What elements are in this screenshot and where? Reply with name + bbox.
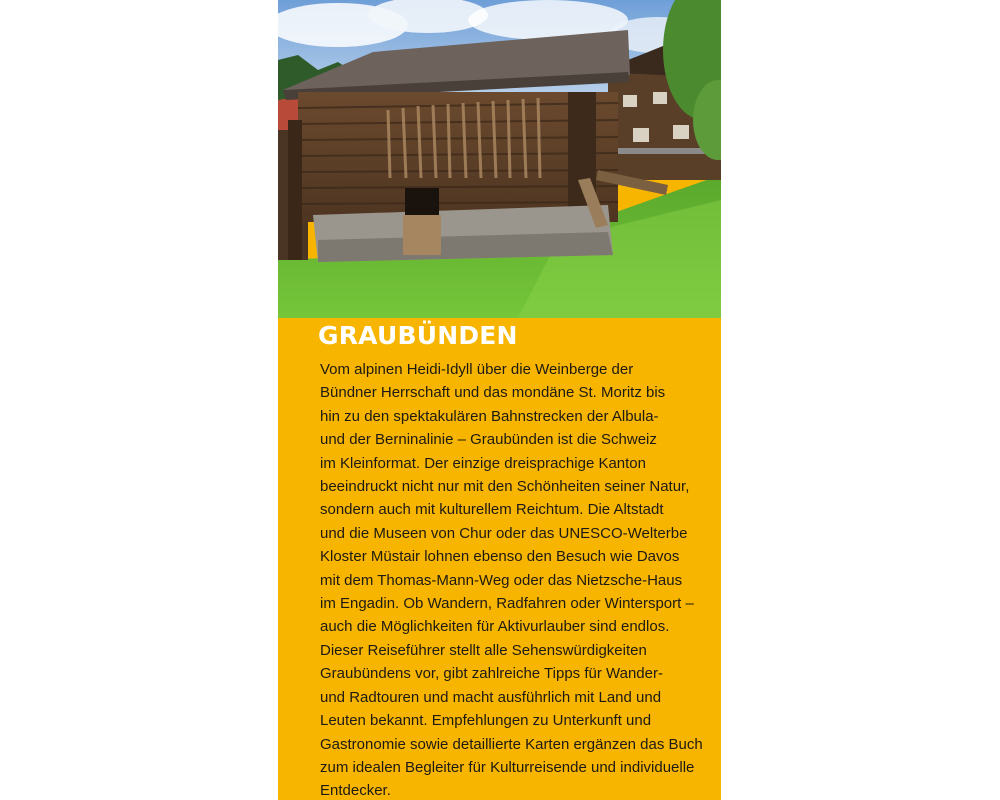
description-line: und der Berninalinie – Graubünden ist die Schweiz <box>320 431 657 449</box>
description-line: Graubündens vor, gibt zahlreiche Tipps für Wander- <box>320 665 663 683</box>
description-line: im Engadin. Ob Wandern, Radfahren oder Wintersport – <box>320 595 694 613</box>
description-line: Bündner Herrschaft und das mondäne St. Moritz bis <box>320 384 666 402</box>
book-description <box>320 358 715 800</box>
description-line: mit dem Thomas-Mann-Weg oder das Nietzsche-Haus <box>320 571 683 589</box>
book-title: GRAUBÜNDEN <box>318 321 518 350</box>
description-line: und die Museen von Chur oder das UNESCO-Welterbe <box>320 524 688 542</box>
description-line: Entdecker. <box>320 782 391 800</box>
description-line: Dieser Reiseführer stellt alle Sehenswürdigkeiten <box>320 641 647 659</box>
description-line: auch die Möglichkeiten für Aktivurlauber sind endlos. <box>320 618 670 636</box>
description-line: Kloster Müstair lohnen ebenso den Besuch wie Davos <box>320 548 680 566</box>
description-line: Vom alpinen Heidi-Idyll über die Weinberge der <box>320 361 634 378</box>
description-line: hin zu den spektakulären Bahnstrecken der Albula- <box>320 407 659 425</box>
description-line: zum idealen Begleiter für Kulturreisende und individuelle <box>320 758 695 776</box>
description-line: sondern auch mit kulturellem Reichtum. Die Altstadt <box>320 501 664 519</box>
description-line: und Radtouren und macht ausführlich mit Land und <box>320 688 662 706</box>
book-back-cover <box>278 0 721 800</box>
description-line: beeindruckt nicht nur mit den Schönheiten seiner Natur, <box>320 478 690 496</box>
description-panel <box>278 318 721 800</box>
description-line: Gastronomie sowie detaillierte Karten ergänzen das Buch <box>320 735 703 753</box>
description-line: im Kleinformat. Der einzige dreisprachige Kanton <box>320 454 646 472</box>
description-line: Leuten bekannt. Empfehlungen zu Unterkunft und <box>320 712 652 730</box>
cover-photo-wooden-barn <box>278 0 721 318</box>
